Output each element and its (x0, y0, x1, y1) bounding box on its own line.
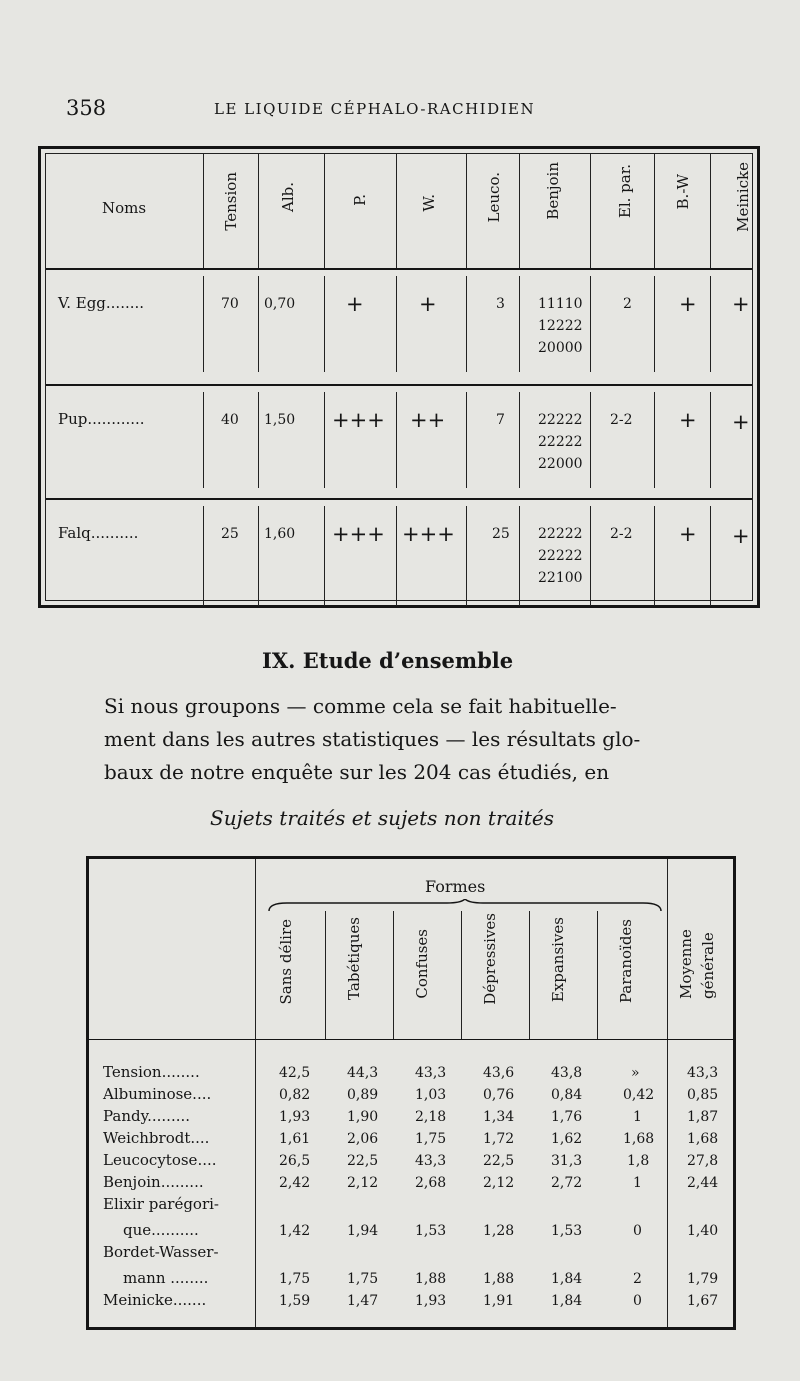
value-paranoides: 1,68 (623, 1131, 655, 1147)
value-confuses: 43,3 (415, 1065, 447, 1081)
row-meinicke: + (732, 410, 750, 434)
col-header-sans-delire: Sans délire (277, 919, 295, 1005)
row-label: Elixir parégori- (103, 1195, 220, 1213)
row-w: + (419, 292, 437, 316)
value-moyenne: 2,44 (687, 1175, 719, 1191)
value-confuses: 1,88 (415, 1271, 447, 1287)
row-benjoin: 12222 (538, 318, 583, 334)
table1-col-rule (654, 506, 655, 606)
value-expansives: 1,62 (551, 1131, 583, 1147)
value-tabetiques: 0,89 (347, 1087, 379, 1103)
value-depressives: 22,5 (483, 1153, 515, 1169)
value-expansives: 43,8 (551, 1065, 583, 1081)
table1-col-rule (654, 392, 655, 488)
row-name: Falq.......... (58, 524, 139, 542)
table1-col-rule (396, 506, 397, 606)
row-benjoin: 22100 (538, 570, 583, 586)
col-header-tabetiques: Tabétiques (345, 917, 363, 1000)
col-header-tension: Tension (222, 172, 240, 231)
value-tabetiques: 22,5 (347, 1153, 379, 1169)
paragraph-line: baux de notre enquête sur les 204 cas étudiés, en (104, 760, 610, 784)
table1-col-rule (203, 392, 204, 488)
value-moyenne: 1,68 (687, 1131, 719, 1147)
table1-col-rule (710, 276, 711, 372)
table1-col-rule (519, 276, 520, 372)
table1-col-rule (203, 506, 204, 606)
table1-col-rule (590, 392, 591, 488)
table2-label-rule (255, 859, 256, 1327)
table1-col-rule (324, 276, 325, 372)
row-meinicke: + (732, 292, 750, 316)
row-tension: 70 (221, 296, 239, 312)
value-paranoides: » (631, 1065, 640, 1081)
row-alb: 1,60 (264, 526, 296, 542)
value-tabetiques: 2,06 (347, 1131, 379, 1147)
row-leuco: 3 (496, 296, 505, 312)
table1-col-rule (466, 154, 467, 268)
value-confuses: 1,03 (415, 1087, 447, 1103)
page-header (66, 96, 726, 126)
value-paranoides: 2 (633, 1271, 642, 1287)
row-w: ++ (410, 408, 446, 432)
col-header-p: P. (351, 194, 369, 206)
value-expansives: 1,84 (551, 1293, 583, 1309)
row-benjoin: 22222 (538, 434, 583, 450)
col-header-paranoides: Paranoïdes (617, 919, 635, 1004)
row-bw: + (679, 408, 697, 432)
row-label: Pandy......... (103, 1107, 191, 1125)
value-tabetiques: 1,47 (347, 1293, 379, 1309)
row-label: Leucocytose.... (103, 1151, 217, 1169)
table1-col-rule (590, 154, 591, 268)
value-tabetiques: 2,12 (347, 1175, 379, 1191)
summary-table (86, 856, 736, 1330)
value-expansives: 1,76 (551, 1109, 583, 1125)
value-sans-delire: 26,5 (279, 1153, 311, 1169)
col-header-noms: Noms (102, 199, 147, 217)
table1-col-rule (258, 154, 259, 268)
value-paranoides: 0 (633, 1223, 642, 1239)
table2-col-rule (461, 911, 462, 1039)
table2-moyenne-rule (667, 859, 668, 1327)
value-confuses: 1,93 (415, 1293, 447, 1309)
col-header-benjoin: Benjoin (544, 162, 562, 220)
value-tabetiques: 1,75 (347, 1271, 379, 1287)
row-label: que.......... (123, 1221, 199, 1239)
value-expansives: 0,84 (551, 1087, 583, 1103)
col-header-bw: B.-W (674, 174, 692, 210)
table1-col-rule (590, 506, 591, 606)
value-sans-delire: 1,59 (279, 1293, 311, 1309)
row-meinicke: + (732, 524, 750, 548)
row-benjoin: 22222 (538, 412, 583, 428)
row-benjoin: 20000 (538, 340, 583, 356)
table1-col-rule (396, 276, 397, 372)
value-expansives: 1,84 (551, 1271, 583, 1287)
value-moyenne: 43,3 (687, 1065, 719, 1081)
value-depressives: 43,6 (483, 1065, 515, 1081)
group-header-formes: Formes (425, 877, 486, 896)
page-number: 358 (66, 96, 107, 120)
table1-col-rule (590, 276, 591, 372)
table1-col-rule (324, 506, 325, 606)
row-p: + (346, 292, 364, 316)
table1-col-rule (466, 506, 467, 606)
value-paranoides: 1,8 (627, 1153, 650, 1169)
value-moyenne: 0,85 (687, 1087, 719, 1103)
row-p: +++ (332, 522, 385, 546)
col-header-depressives: Dépressives (481, 913, 499, 1005)
value-paranoides: 0,42 (623, 1087, 655, 1103)
row-tension: 40 (221, 412, 239, 428)
table2-col-rule (529, 911, 530, 1039)
value-depressives: 2,12 (483, 1175, 515, 1191)
row-benjoin: 22000 (538, 456, 583, 472)
row-el-par: 2-2 (610, 412, 633, 428)
table1-col-rule (519, 506, 520, 606)
value-paranoides: 1 (633, 1175, 642, 1191)
row-w: +++ (402, 522, 455, 546)
row-label: Bordet-Wasser- (103, 1243, 219, 1261)
value-confuses: 1,75 (415, 1131, 447, 1147)
table1-col-rule (324, 154, 325, 268)
row-benjoin: 22222 (538, 548, 583, 564)
table1-col-rule (258, 392, 259, 488)
row-alb: 1,50 (264, 412, 296, 428)
patients-table-inner (45, 153, 753, 601)
col-header-confuses: Confuses (413, 929, 431, 999)
value-confuses: 2,18 (415, 1109, 447, 1125)
table1-row-rule-1 (46, 384, 752, 386)
body-paragraph (104, 694, 729, 793)
col-header-expansives: Expansives (549, 917, 567, 1003)
value-moyenne: 1,40 (687, 1223, 719, 1239)
table1-col-rule (203, 154, 204, 268)
value-sans-delire: 42,5 (279, 1065, 311, 1081)
col-header-moyenne-generale: Moyenne générale (677, 929, 717, 999)
table1-row-rule-2 (46, 498, 752, 500)
col-header-alb: Alb. (279, 182, 297, 212)
value-moyenne: 1,87 (687, 1109, 719, 1125)
section-title: IX. Etude d’ensemble (262, 648, 514, 673)
row-label: Tension........ (103, 1063, 200, 1081)
patients-table (38, 146, 760, 608)
row-name: Pup............ (58, 410, 145, 428)
row-benjoin: 11110 (538, 296, 583, 312)
value-depressives: 1,34 (483, 1109, 515, 1125)
table1-col-rule (519, 154, 520, 268)
table1-col-rule (466, 392, 467, 488)
formes-brace (267, 899, 663, 913)
table2-col-rule (393, 911, 394, 1039)
table1-col-rule (654, 154, 655, 268)
value-depressives: 1,28 (483, 1223, 515, 1239)
value-expansives: 31,3 (551, 1153, 583, 1169)
col-header-el-par: El. par. (616, 164, 634, 219)
value-paranoides: 0 (633, 1293, 642, 1309)
value-expansives: 1,53 (551, 1223, 583, 1239)
table2-col-rule (325, 911, 326, 1039)
row-el-par: 2 (623, 296, 632, 312)
value-sans-delire: 1,42 (279, 1223, 311, 1239)
row-leuco: 25 (492, 526, 510, 542)
col-header-w: W. (420, 194, 438, 212)
col-header-leuco: Leuco. (485, 172, 503, 223)
value-tabetiques: 1,90 (347, 1109, 379, 1125)
row-bw: + (679, 522, 697, 546)
row-label: Benjoin......... (103, 1173, 204, 1191)
table1-header-rule (46, 268, 752, 270)
table1-col-rule (324, 392, 325, 488)
table1-col-rule (396, 392, 397, 488)
value-sans-delire: 1,93 (279, 1109, 311, 1125)
value-sans-delire: 0,82 (279, 1087, 311, 1103)
table1-col-rule (710, 392, 711, 488)
row-name: V. Egg........ (58, 294, 145, 312)
table1-col-rule (654, 276, 655, 372)
row-benjoin: 22222 (538, 526, 583, 542)
table1-col-rule (519, 392, 520, 488)
row-leuco: 7 (496, 412, 505, 428)
value-depressives: 1,91 (483, 1293, 515, 1309)
row-label: Meinicke....... (103, 1291, 207, 1309)
row-alb: 0,70 (264, 296, 296, 312)
value-confuses: 2,68 (415, 1175, 447, 1191)
value-tabetiques: 1,94 (347, 1223, 379, 1239)
col-header-meinicke: Meinicke (734, 162, 752, 232)
value-sans-delire: 1,61 (279, 1131, 311, 1147)
value-paranoides: 1 (633, 1109, 642, 1125)
table2-header-rule (89, 1039, 733, 1040)
table1-col-rule (710, 506, 711, 606)
value-sans-delire: 2,42 (279, 1175, 311, 1191)
row-bw: + (679, 292, 697, 316)
table2-col-rule (597, 911, 598, 1039)
value-depressives: 1,72 (483, 1131, 515, 1147)
table1-col-rule (396, 154, 397, 268)
value-depressives: 1,88 (483, 1271, 515, 1287)
table1-col-rule (710, 154, 711, 268)
table1-col-rule (466, 276, 467, 372)
row-label: mann ........ (123, 1269, 209, 1287)
value-moyenne: 1,67 (687, 1293, 719, 1309)
value-confuses: 1,53 (415, 1223, 447, 1239)
table-subtitle: Sujets traités et sujets non traités (210, 806, 554, 830)
paragraph-line: Si nous groupons — comme cela se fait habituelle- (104, 694, 617, 718)
row-label: Albuminose.... (103, 1085, 212, 1103)
row-tension: 25 (221, 526, 239, 542)
value-expansives: 2,72 (551, 1175, 583, 1191)
value-sans-delire: 1,75 (279, 1271, 311, 1287)
row-el-par: 2-2 (610, 526, 633, 542)
table1-col-rule (258, 276, 259, 372)
paragraph-line: ment dans les autres statistiques — les résultats glo- (104, 727, 641, 751)
value-tabetiques: 44,3 (347, 1065, 379, 1081)
running-title: LE LIQUIDE CÉPHALO-RACHIDIEN (214, 100, 536, 118)
value-confuses: 43,3 (415, 1153, 447, 1169)
row-label: Weichbrodt.... (103, 1129, 210, 1147)
table1-col-rule (258, 506, 259, 606)
value-moyenne: 1,79 (687, 1271, 719, 1287)
value-moyenne: 27,8 (687, 1153, 719, 1169)
table1-col-rule (203, 276, 204, 372)
row-p: +++ (332, 408, 385, 432)
value-depressives: 0,76 (483, 1087, 515, 1103)
